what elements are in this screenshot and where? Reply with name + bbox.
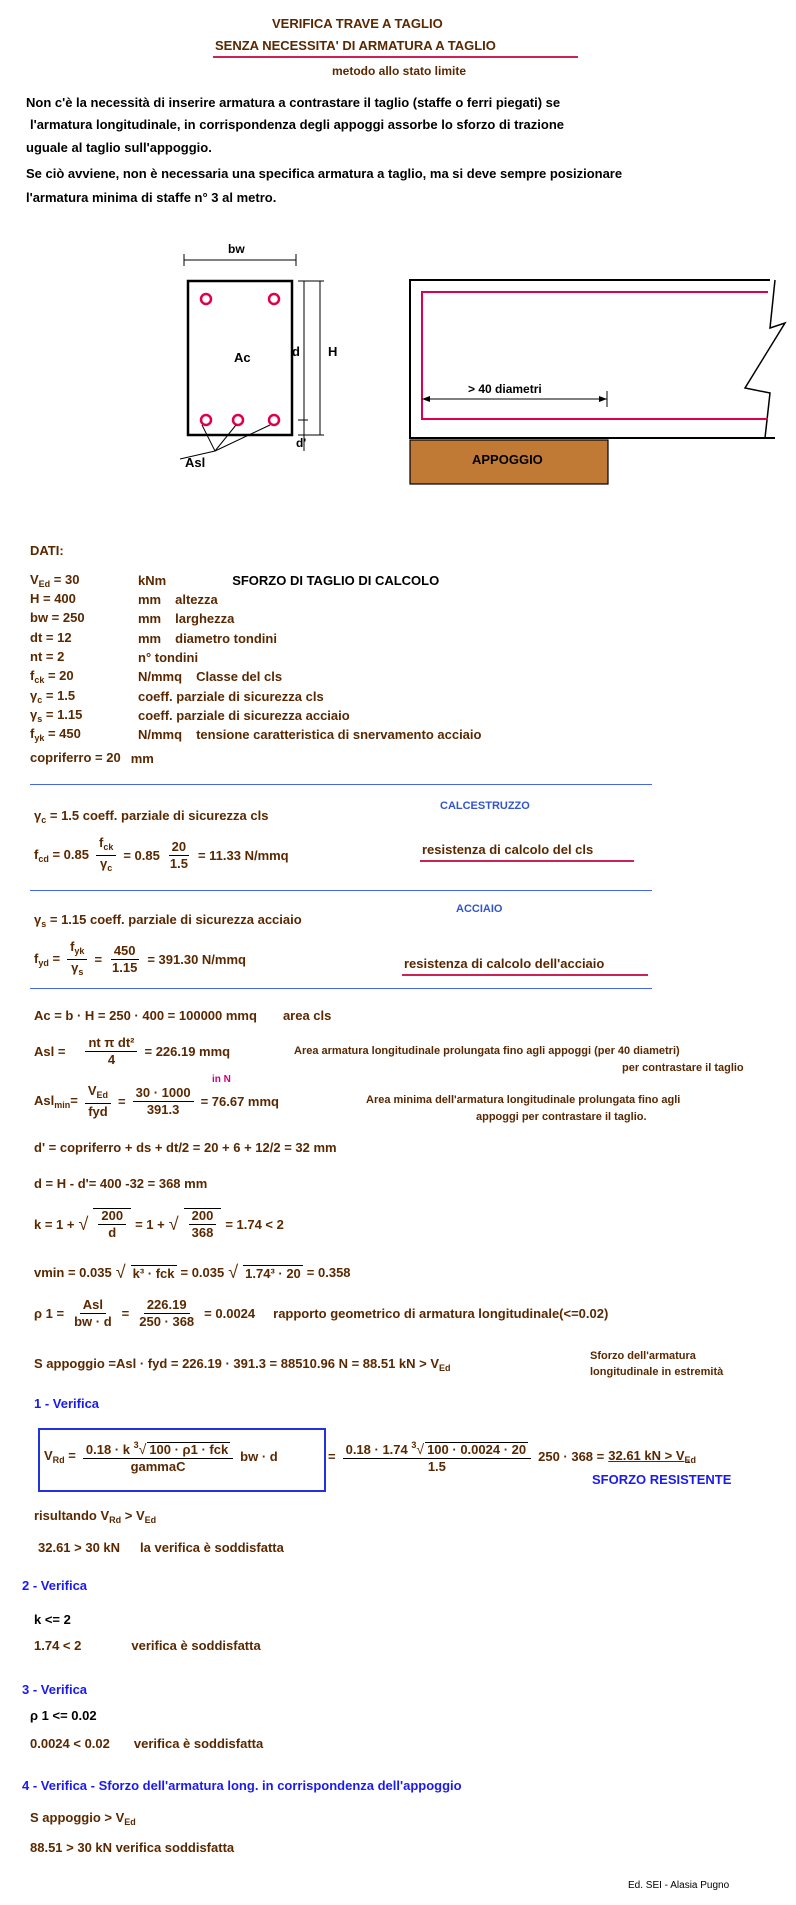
dati-row: copriferro = 20 mm — [30, 750, 154, 766]
vrd-formula: $V_{Rd}$ = $\frac{0.18 \cdot k ^3√ 100 \cdot \rho 1 \cdot fck}{\text{gammaC}}$ bw · d — [44, 1440, 278, 1474]
dati-row: $f_{ck} = 20$ N/mmq Classe del cls — [30, 668, 283, 685]
verifica-4-check: 88.51 > 30 kN verifica soddisfatta — [30, 1840, 235, 1855]
verifica-4-heading: 4 - Verifica - Sforzo dell'armatura long. in corrispondenza dell'appoggio — [22, 1778, 462, 1793]
asl-note-2: per contrastare il taglio — [622, 1062, 744, 1074]
gamma-c-row: $\gamma_c = 1.5$ coeff. parziale di sicurezza cls — [34, 808, 269, 825]
aslmin-note-1: Area minima dell'armatura longitudinale prolungata fino agli — [366, 1094, 681, 1106]
verifica-2-check: 1.74 < 2 verifica è soddisfatta — [34, 1638, 261, 1653]
label-ac: Ac — [234, 350, 251, 365]
verifica-2-heading: 2 - Verifica — [22, 1578, 88, 1593]
label-d: d — [292, 344, 300, 359]
dati-row: $V_{Ed} = 30$ kNm SFORZO DI TAGLIO DI CALCOLO — [30, 572, 440, 589]
separator-3 — [30, 988, 652, 989]
d-row: d = H - d'= 400 -32 = 368 mm — [34, 1176, 208, 1191]
fcd-formula: $f_{cd} = 0.85$ $\frac{f_{ck}}{\gamma_c}$ = 0.85 $\frac{20}{1.5}$ = 11.33 N/mmq — [34, 835, 289, 873]
verifica-1-heading: 1 - Verifica — [34, 1396, 100, 1411]
gamma-s-row: $\gamma_s = 1.15$ coeff. parziale di sicurezza acciaio — [34, 912, 302, 929]
dati-heading: DATI: — [30, 543, 64, 558]
k-formula: k = 1 + √ $\frac{200}{d}$ = 1 + √ $\frac{200}{368}$ = 1.74 < 2 — [34, 1208, 284, 1240]
s-appoggio-row: S appoggio =Asl · fyd = 226.19 · 391.3 = 88510.96 N = 88.51 kN > $V_{Ed}$ — [34, 1356, 451, 1373]
asl-formula: Asl = $\frac{\text{nt π dt²}}{4}$ = 226.19 mmq — [34, 1035, 231, 1067]
fcd-note-underline — [420, 860, 634, 862]
s-appoggio-note-1: Sforzo dell'armatura — [590, 1350, 696, 1362]
aslmin-note-2: appoggi per contrastare il taglio. — [476, 1111, 647, 1123]
fyd-note-underline — [402, 974, 648, 976]
dati-row: dt = 12 mm diametro tondini — [30, 630, 277, 646]
title-line-2: SENZA NECESSITA' DI ARMATURA A TAGLIO — [215, 38, 496, 53]
fcd-note: resistenza di calcolo del cls — [422, 842, 594, 857]
verifica-2-condition: k <= 2 — [34, 1612, 71, 1627]
risultando-row: risultando $V_{Rd} > V_{Ed}$ — [34, 1508, 157, 1525]
dati-row: nt = 2 n° tondini — [30, 649, 199, 665]
vmin-formula: vmin = 0.035 √ k³ · fck = 0.035 √ 1.74³ · 20 = 0.358 — [34, 1262, 351, 1282]
intro-line-5: l'armatura minima di staffe n° 3 al metro. — [26, 190, 277, 205]
section-cls-label: CALCESTRUZZO — [440, 800, 530, 812]
dati-row: bw = 250 mm larghezza — [30, 610, 235, 626]
s-appoggio-note-2: longitudinale in estremità — [590, 1366, 724, 1378]
verifica-1-check: 32.61 > 30 kN la verifica è soddisfatta — [38, 1540, 284, 1555]
title-underline — [213, 56, 578, 58]
intro-line-3: uguale al taglio sull'appoggio. — [26, 140, 212, 155]
separator-2 — [30, 890, 652, 891]
ac-row: Ac = b · H = 250 · 400 = 100000 mmq area cls — [34, 1008, 332, 1023]
in-n-label: in N — [212, 1074, 231, 1085]
dati-row: $f_{yk} = 450$ N/mmq tensione caratteristica di snervamento acciaio — [30, 726, 482, 743]
footer-credit: Ed. SEI - Alasia Pugno — [628, 1880, 730, 1891]
dati-row: $\gamma_c = 1.5$ coeff. parziale di sicurezza cls — [30, 688, 324, 705]
label-support: APPOGGIO — [472, 452, 543, 467]
asl-note-1: Area armatura longitudinale prolungata fino agli appoggi (per 40 diametri) — [294, 1045, 680, 1057]
sforzo-resistente: SFORZO RESISTENTE — [592, 1472, 732, 1487]
section-acciaio-label: ACCIAIO — [456, 903, 503, 915]
d-prime-row: d' = copriferro + ds + dt/2 = 20 + 6 + 12/2 = 32 mm — [34, 1140, 337, 1155]
title-line-1: VERIFICA TRAVE A TAGLIO — [272, 16, 443, 31]
vrd-numeric: = $\frac{0.18 \cdot 1.74 ^3√ 100 \cdot 0.0024 \cdot 20}{1.5}$ 250 · 368 = 32.61 kN > $V_{Ed}$ — [328, 1440, 697, 1474]
fyd-note: resistenza di calcolo dell'acciaio — [404, 956, 605, 971]
label-h: H — [328, 344, 338, 359]
aslmin-formula: Asl$_{min}$= $\frac{V_{Ed}}{\text{fyd}}$ = $\frac{30 \cdot 1000}{391.3}$ = 76.67 mmq — [34, 1083, 279, 1119]
label-d-prime: d' — [296, 436, 307, 450]
intro-line-4: Se ciò avviene, non è necessaria una specifica armatura a taglio, ma si deve sempre posizionare — [26, 166, 623, 181]
dati-row: $\gamma_s = 1.15$ coeff. parziale di sicurezza acciaio — [30, 707, 350, 724]
verifica-3-check: 0.0024 < 0.02 verifica è soddisfatta — [30, 1736, 264, 1751]
intro-line-2: l'armatura longitudinale, in corrispondenza degli appoggi assorbe lo sforzo di trazione — [30, 117, 564, 132]
beam-side-diagram — [400, 278, 790, 488]
label-anchor-length: > 40 diametri — [468, 382, 542, 396]
rho-formula: ρ 1 = $\frac{\text{Asl}}{bw \cdot d}$ = $\frac{226.19}{250 \cdot 368}$ = 0.0024 rapporto geometrico di armatura longitudinale(<=0.02) — [34, 1297, 609, 1329]
beam-section-diagram — [170, 235, 370, 475]
intro-line-1: Non c'è la necessità di inserire armatura a contrastare il taglio (staffe o ferri piegati) se — [26, 95, 561, 110]
fyd-formula: $f_{yd}$ = $\frac{f_{yk}}{\gamma_s}$ = $\frac{450}{1.15}$ = 391.30 N/mmq — [34, 939, 246, 977]
verifica-3-condition: ρ 1 <= 0.02 — [30, 1708, 97, 1723]
label-bw: bw — [228, 242, 245, 256]
label-asl: Asl — [185, 455, 206, 470]
separator-1 — [30, 784, 652, 785]
subtitle: metodo allo stato limite — [332, 64, 467, 78]
dati-row: H = 400 mm altezza — [30, 591, 218, 607]
verifica-4-condition: S appoggio > $V_{Ed}$ — [30, 1810, 136, 1827]
verifica-3-heading: 3 - Verifica — [22, 1682, 88, 1697]
